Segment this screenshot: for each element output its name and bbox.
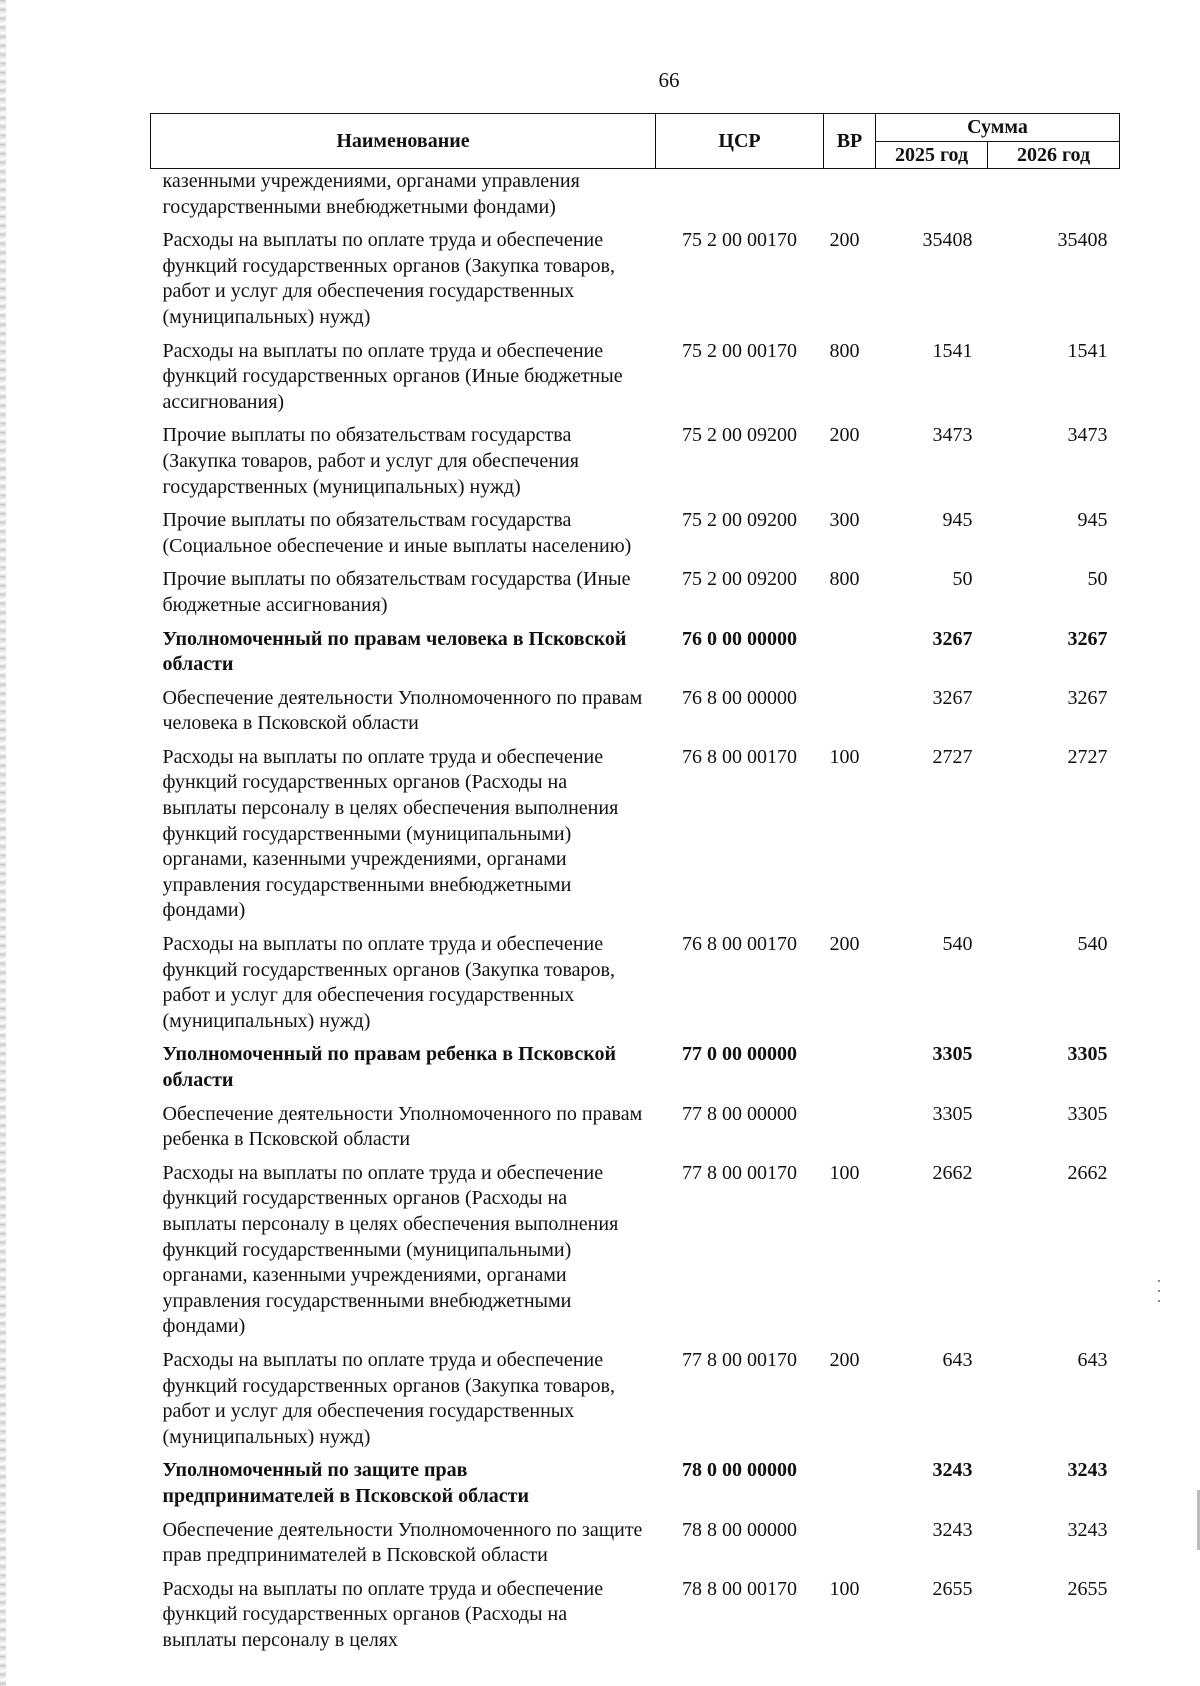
cell-2025: 35408 [922, 229, 973, 252]
cell-2025: 3305 [932, 1102, 973, 1125]
cell-vr: 100 [829, 1577, 860, 1600]
cell-2025: 2655 [932, 1577, 973, 1600]
cell-2026: 3267 [1067, 686, 1108, 709]
cell-2026: 35408 [1057, 229, 1108, 252]
cell-vr [824, 678, 876, 737]
cell-csr: 75 2 00 00170 [682, 229, 797, 252]
scan-edge-left [0, 0, 6, 1686]
cell-vr [824, 619, 876, 678]
cell-name: Обеспечение деятельности Уполномоченного по защите прав предпринимателей в Псковской области [162, 1518, 643, 1567]
table-row [151, 1094, 1120, 1153]
budget-table [150, 113, 1120, 1653]
cell-csr: 75 2 00 00170 [682, 339, 797, 362]
cell-2025: 3243 [932, 1518, 973, 1541]
cell-csr [656, 169, 824, 221]
table-row [151, 678, 1120, 737]
cell-2026: 3305 [1067, 1043, 1108, 1066]
cell-2025 [876, 169, 988, 221]
cell-name: Уполномоченный по правам человека в Псковской области [162, 627, 627, 676]
cell-name: Уполномоченный по защите прав предпринимателей в Псковской области [162, 1459, 530, 1507]
cell-2026: 1541 [1067, 339, 1108, 362]
header-csr: ЦСР [656, 114, 824, 169]
cell-csr: 76 8 00 00000 [682, 686, 797, 709]
header-year-2026: 2026 год [988, 141, 1120, 169]
cell-2025: 3305 [932, 1043, 973, 1066]
cell-name: Расходы на выплаты по оплате труда и обеспечение функций государственных органов (Закупка товаров, работ и услуг для обеспечения государственных (муниципальных) нужд) [162, 229, 615, 328]
cell-2026: 945 [1077, 509, 1108, 532]
cell-2026: 2662 [1067, 1161, 1108, 1184]
table-row [151, 619, 1120, 678]
cell-vr: 100 [829, 1161, 860, 1184]
cell-csr: 75 2 00 09200 [682, 424, 797, 447]
cell-csr: 77 0 00 00000 [682, 1043, 797, 1066]
cell-vr: 800 [829, 339, 860, 362]
cell-csr: 77 8 00 00170 [682, 1161, 797, 1184]
table-body [151, 169, 1120, 1654]
cell-csr: 75 2 00 09200 [682, 568, 797, 591]
cell-2026: 2655 [1067, 1577, 1108, 1600]
table-row [151, 1450, 1120, 1509]
table-row [151, 1510, 1120, 1569]
cell-2025: 3473 [932, 424, 973, 447]
cell-csr: 78 8 00 00170 [682, 1577, 797, 1600]
cell-2026: 3243 [1067, 1459, 1108, 1482]
cell-csr: 75 2 00 09200 [682, 509, 797, 532]
page-number: 66 [658, 68, 680, 92]
cell-name: Расходы на выплаты по оплате труда и обеспечение функций государственных органов (Расходы на выплаты персоналу в целях [162, 1577, 604, 1651]
cell-2026: 3243 [1067, 1518, 1108, 1541]
cell-vr: 800 [829, 568, 860, 591]
cell-csr: 78 8 00 00000 [682, 1518, 797, 1541]
cell-name: Расходы на выплаты по оплате труда и обеспечение функций государственных органов (Закупка товаров, работ и услуг для обеспечения государственных (муниципальных) нужд) [162, 933, 615, 1032]
cell-vr: 200 [829, 1348, 860, 1371]
cell-csr: 76 0 00 00000 [682, 627, 797, 650]
cell-2025: 643 [942, 1348, 973, 1371]
cell-2025: 3243 [932, 1459, 973, 1482]
cell-vr [824, 1094, 876, 1153]
scan-speck [1158, 1280, 1160, 1282]
cell-vr [824, 1450, 876, 1509]
cell-name: Обеспечение деятельности Уполномоченного по правам человека в Псковской области [162, 686, 643, 735]
cell-2026 [988, 169, 1120, 221]
cell-vr: 200 [829, 229, 860, 252]
header-name: Наименование [151, 114, 656, 169]
cell-2026: 50 [1087, 568, 1108, 591]
table-header [151, 114, 1120, 169]
cell-2025: 1541 [932, 339, 973, 362]
cell-2025: 540 [942, 933, 973, 956]
table-row [151, 331, 1120, 416]
cell-vr: 200 [829, 424, 860, 447]
cell-2026: 643 [1077, 1348, 1108, 1371]
table-row [151, 1569, 1120, 1654]
cell-2026: 3305 [1067, 1102, 1108, 1125]
table-row [151, 220, 1120, 330]
cell-2025: 3267 [932, 686, 973, 709]
cell-vr [824, 1034, 876, 1093]
cell-2026: 3267 [1067, 627, 1108, 650]
cell-2025: 2727 [932, 745, 973, 768]
cell-2025: 945 [942, 509, 973, 532]
cell-name: Расходы на выплаты по оплате труда и обеспечение функций государственных органов (Закупка товаров, работ и услуг для обеспечения государственных (муниципальных) нужд) [162, 1348, 615, 1448]
table-row [151, 737, 1120, 924]
cell-name: Уполномоченный по правам ребенка в Псковской области [162, 1043, 616, 1091]
cell-2026: 2727 [1067, 745, 1108, 768]
cell-name: Расходы на выплаты по оплате труда и обеспечение функций государственных органов (Расходы на выплаты персоналу в целях обеспечения выполнения функций государственными (муниципальными) органами, казенными учреждениями, органами управления государственными внебюджетными фондами) [162, 745, 619, 922]
cell-name: Прочие выплаты по обязательствам государства (Закупка товаров, работ и услуг для обеспечения государственных (муниципальных) нужд) [162, 424, 579, 498]
cell-csr: 76 8 00 00170 [682, 933, 797, 956]
cell-2025: 2662 [932, 1161, 973, 1184]
cell-2026: 540 [1077, 933, 1108, 956]
table-row [151, 169, 1120, 221]
cell-name: Расходы на выплаты по оплате труда и обеспечение функций государственных органов (Иные бюджетные ассигнования) [162, 339, 623, 413]
scan-speck [1158, 1300, 1160, 1302]
cell-name: Расходы на выплаты по оплате труда и обеспечение функций государственных органов (Расходы на выплаты персоналу в целях обеспечения выполнения функций государственными (муниципальными) органами, казенными учреждениями, органами управления государственными внебюджетными фондами) [162, 1161, 619, 1338]
cell-csr: 77 8 00 00170 [682, 1348, 797, 1371]
header-sum: Сумма [876, 114, 1120, 142]
cell-vr: 100 [829, 745, 860, 768]
header-vr: ВР [824, 114, 876, 169]
cell-csr: 76 8 00 00170 [682, 745, 797, 768]
cell-name: Обеспечение деятельности Уполномоченного по правам ребенка в Псковской области [162, 1102, 643, 1151]
table-row [151, 924, 1120, 1034]
cell-csr: 78 0 00 00000 [682, 1459, 797, 1482]
cell-vr [824, 169, 876, 221]
cell-vr: 300 [829, 509, 860, 532]
scan-speck [1158, 1290, 1160, 1292]
cell-name: Прочие выплаты по обязательствам государства (Социальное обеспечение и иные выплаты населению) [162, 509, 632, 557]
table-row [151, 415, 1120, 500]
cell-vr [824, 1510, 876, 1569]
table-row [151, 1034, 1120, 1093]
table-row [151, 559, 1120, 618]
cell-2026: 3473 [1067, 424, 1108, 447]
table-row [151, 1340, 1120, 1450]
cell-name: Прочие выплаты по обязательствам государства (Иные бюджетные ассигнования) [162, 568, 631, 616]
header-year-2025: 2025 год [876, 141, 988, 169]
cell-csr: 77 8 00 00000 [682, 1102, 797, 1125]
table-row [151, 1153, 1120, 1340]
cell-name: казенными учреждениями, органами управления государственными внебюджетными фондами) [162, 170, 580, 218]
cell-vr: 200 [829, 933, 860, 956]
table-row [151, 500, 1120, 559]
cell-2025: 3267 [932, 627, 973, 650]
cell-2025: 50 [952, 568, 973, 591]
